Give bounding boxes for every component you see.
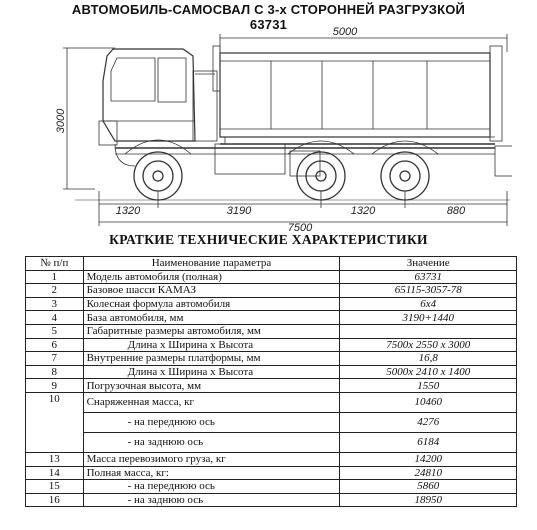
row-value: 16,8	[340, 352, 517, 366]
header-value: Значение	[340, 257, 517, 271]
row-parameter: Длина х Ширина х Высота	[83, 338, 340, 352]
row-number: 2	[26, 284, 84, 298]
row-number: 1	[26, 270, 84, 284]
row-value: 63731	[340, 270, 517, 284]
row-parameter: Колесная формула автомобиля	[83, 297, 340, 311]
row-parameter: Базовое шасси КАМАЗ	[83, 284, 340, 298]
row-number: 14	[26, 466, 84, 480]
table-row	[26, 311, 517, 325]
row-value: 4276	[340, 412, 517, 432]
row-number: 10	[26, 392, 84, 452]
row-parameter: Внутренние размеры платформы, мм	[83, 352, 340, 366]
specifications-table	[25, 256, 517, 507]
row-value: 5000х 2410 х 1400	[340, 365, 517, 379]
row-number: 9	[26, 379, 84, 393]
header-parameter: Наименование параметра	[83, 257, 340, 271]
row-value: 7500х 2550 х 3000	[340, 338, 517, 352]
row-parameter: - на заднюю ось	[83, 432, 340, 452]
table-row	[26, 466, 517, 480]
table-header-row	[26, 257, 517, 271]
row-parameter: База автомобиля, мм	[83, 311, 340, 325]
row-parameter: Погрузочная высота, мм	[83, 379, 340, 393]
row-parameter: Габаритные размеры автомобиля, мм	[83, 324, 340, 338]
model-number-title: 63731	[249, 17, 288, 32]
row-parameter: Полная масса, кг:	[83, 466, 340, 480]
row-parameter: - на переднюю ось	[83, 480, 340, 494]
dim-wheelbase-front: 3190	[226, 205, 252, 217]
row-value: 18950	[340, 493, 517, 507]
row-value: 6х4	[340, 297, 517, 311]
row-number: 16	[26, 493, 84, 507]
row-parameter: - на переднюю ось	[83, 412, 340, 432]
row-value: 5860	[340, 480, 517, 494]
row-value: 10460	[340, 392, 517, 412]
row-number: 15	[26, 480, 84, 494]
row-parameter: - на заднюю ось	[83, 493, 340, 507]
dim-wheelbase-rear: 1320	[350, 205, 376, 217]
header-number: № п/п	[26, 257, 84, 271]
table-row	[26, 392, 517, 412]
dim-height: 3000	[55, 108, 67, 134]
truck-side-view-drawing	[55, 26, 512, 233]
row-number: 5	[26, 324, 84, 338]
section-title: КРАТКИЕ ТЕХНИЧЕСКИЕ ХАРАКТЕРИСТИКИ	[109, 232, 428, 247]
table-row	[26, 338, 517, 352]
dim-body-length: 5000	[332, 26, 358, 38]
row-number: 4	[26, 311, 84, 325]
table-row	[26, 297, 517, 311]
table-row	[26, 480, 517, 494]
table-row	[26, 412, 517, 432]
row-number: 3	[26, 297, 84, 311]
row-number: 6	[26, 338, 84, 352]
row-value: 1550	[340, 379, 517, 393]
row-number: 8	[26, 365, 84, 379]
row-parameter: Масса перевозимого груза, кг	[83, 452, 340, 466]
row-parameter: Модель автомобиля (полная)	[83, 270, 340, 284]
document-title: АВТОМОБИЛЬ-САМОСВАЛ С 3-х СТОРОННЕЙ РАЗГРУЗКОЙ	[71, 2, 466, 17]
dim-overall-length: 7500	[287, 222, 313, 233]
row-value: 6184	[340, 432, 517, 452]
table-row	[26, 452, 517, 466]
row-value: 24810	[340, 466, 517, 480]
row-number: 13	[26, 452, 84, 466]
row-value: 3190+1440	[340, 311, 517, 325]
table-row	[26, 352, 517, 366]
table-row	[26, 324, 517, 338]
table-row	[26, 270, 517, 284]
table-row	[26, 379, 517, 393]
row-value: 65115-3057-78	[340, 284, 517, 298]
row-value: 14200	[340, 452, 517, 466]
table-row	[26, 493, 517, 507]
table-row	[26, 365, 517, 379]
table-row	[26, 284, 517, 298]
row-value	[340, 324, 517, 338]
dim-rear-overhang: 880	[446, 205, 466, 217]
row-number: 7	[26, 352, 84, 366]
dim-front-overhang: 1320	[115, 205, 141, 217]
table-row	[26, 432, 517, 452]
row-parameter: Снаряженная масса, кг	[83, 392, 340, 412]
row-parameter: Длина х Ширина х Высота	[83, 365, 340, 379]
